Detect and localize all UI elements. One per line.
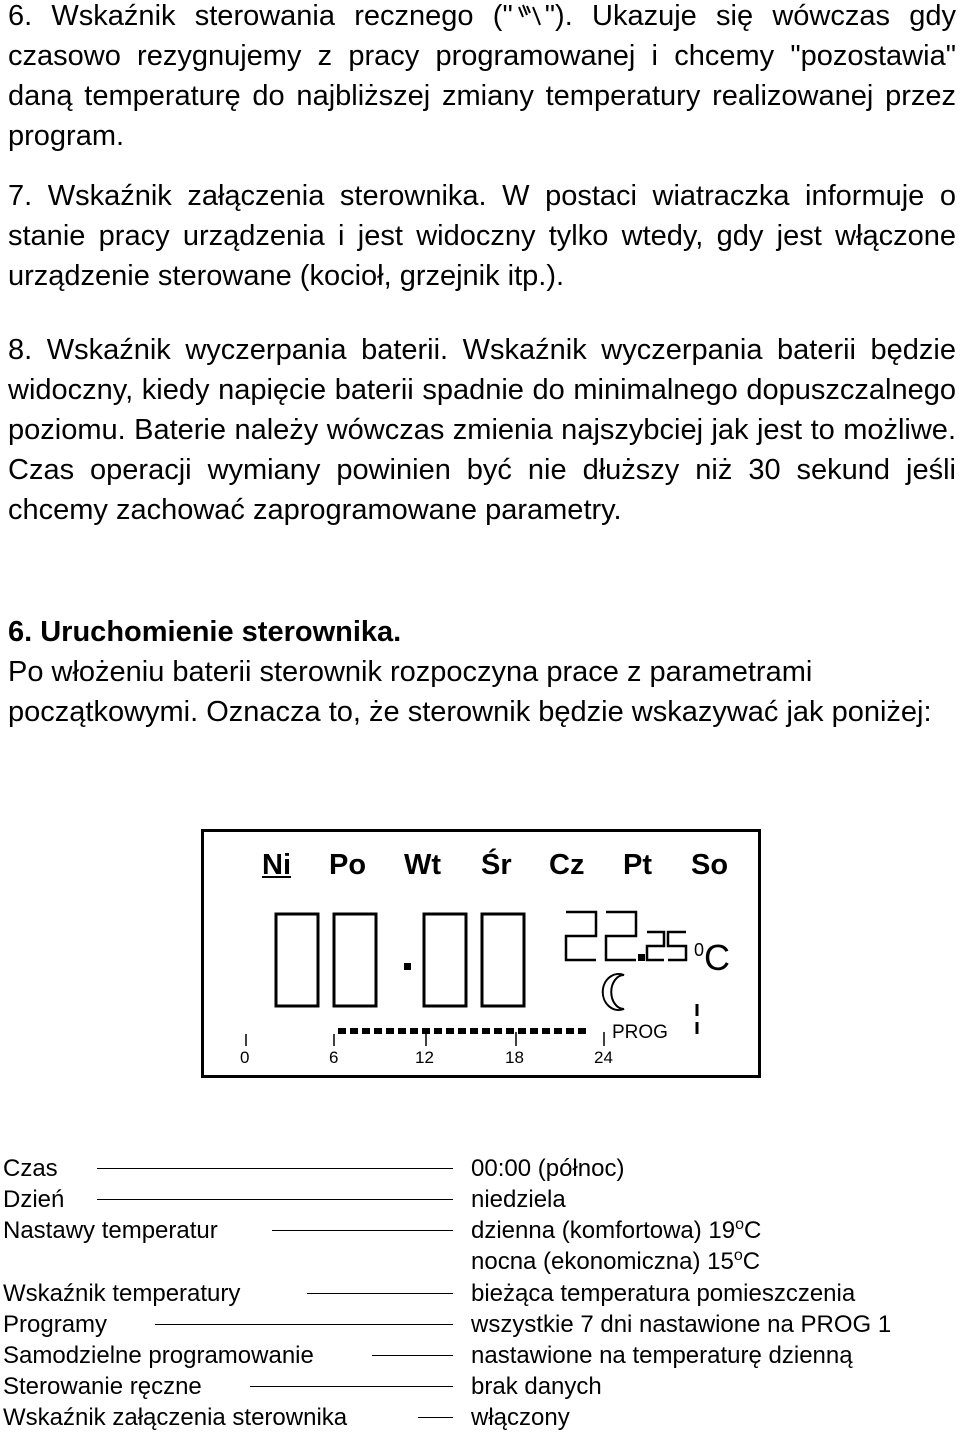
temperature-digits (566, 912, 686, 960)
legend-row (0, 1153, 960, 1184)
time-digits (276, 914, 524, 1006)
day-sr: Śr (481, 849, 512, 881)
legend-key: Dzień (3, 1186, 65, 1213)
tick-0: 0 (240, 1048, 250, 1067)
legend-leader-line (97, 1168, 453, 1169)
legend-row (0, 1309, 960, 1340)
legend-value: wszystkie 7 dni nastawione na PROG 1 (471, 1311, 892, 1338)
tick-24: 24 (594, 1048, 613, 1067)
legend-leader-line (372, 1355, 453, 1356)
lcd-segments (204, 832, 758, 1075)
legend-row (0, 1278, 960, 1309)
temperature-decimal-dot (638, 954, 645, 961)
legend-row (0, 1215, 960, 1246)
tick-12: 12 (415, 1048, 434, 1067)
legend-value-text: nocna (ekonomiczna) 15 (471, 1248, 734, 1275)
legend-key: Wskaźnik załączenia sterownika (3, 1404, 348, 1431)
legend-leader-line (97, 1199, 453, 1200)
tick-18: 18 (505, 1048, 524, 1067)
legend-leader-line (155, 1324, 453, 1325)
legend-leader-line (272, 1230, 453, 1231)
legend-value: włączony (471, 1404, 570, 1431)
legend-leader-line (250, 1386, 453, 1387)
day-cz: Cz (549, 849, 585, 881)
legend-value: niedziela (471, 1186, 566, 1213)
legend-key: Samodzielne programowanie (3, 1342, 314, 1369)
degree-sign: o (733, 1247, 743, 1264)
day-pt: Pt (623, 849, 652, 881)
legend-key: Sterowanie ręczne (3, 1373, 202, 1400)
legend-leader-line (418, 1417, 453, 1418)
unit-c: C (744, 1217, 762, 1244)
degree-sign: o (735, 1216, 745, 1233)
legend-key: Czas (3, 1155, 58, 1182)
unit-c: C (742, 1248, 761, 1275)
item-6-paragraph (8, 0, 956, 156)
legend-value-text: dzienna (komfortowa) 19 (471, 1217, 736, 1244)
hand-icon (513, 3, 545, 29)
legend-value (471, 1215, 761, 1246)
temperature-unit (694, 930, 730, 978)
lcd-display (201, 829, 761, 1078)
legend-key: Nastawy temperatur (3, 1217, 218, 1244)
item-7-paragraph: 7. Wskaźnik załączenia sterownika. W postaci wiatraczka informuje o stanie pracy urządzenia i jest widoczny tylko wtedy, gdy jest włączone urządzenie sterowane (kocioł, grzejnik itp.). (8, 180, 956, 292)
legend-key: Wskaźnik temperatury (3, 1280, 241, 1307)
legend-row (0, 1340, 960, 1371)
legend-key: Programy (3, 1311, 108, 1338)
prog-label: PROG (612, 1022, 668, 1043)
section-6-body: Po włożeniu baterii sterownik rozpoczyna prace z parametrami początkowymi. Oznacza to, że sterownik będzie wskazywać jak poniżej: (8, 656, 932, 728)
unit-c: C (704, 937, 731, 978)
item-6-text-after: "). Ukazuje się wówczas gdy czasowo rezygnujemy z pracy programowanej i chcemy "pozostawia" daną temperaturę do najbliższej zmiany temperatury realizowanej przez program. (8, 0, 956, 152)
section-6-title: 6. Uruchomienie sterownika. (8, 616, 402, 648)
legend-row (0, 1371, 960, 1402)
time-colon-dot (404, 963, 411, 970)
item-6-text-before: 6. Wskaźnik sterowania recznego (" (8, 0, 513, 32)
legend-value (471, 1246, 760, 1277)
legend-row (0, 1184, 960, 1215)
day-wt: Wt (404, 849, 442, 881)
legend-value: bieżąca temperatura pomieszczenia (471, 1280, 856, 1307)
legend-value: 00:00 (północ) (471, 1155, 625, 1182)
legend-row (0, 1246, 960, 1277)
day-po: Po (329, 849, 367, 881)
legend-leader-line (307, 1293, 453, 1294)
time-axis (246, 1032, 604, 1046)
tick-6: 6 (329, 1048, 339, 1067)
legend-value: brak danych (471, 1373, 602, 1400)
legend-value: nastawione na temperaturę dzienną (471, 1342, 853, 1369)
moon-icon (603, 974, 624, 1010)
day-ni: Ni (262, 849, 291, 881)
degree-sign: 0 (694, 940, 705, 960)
item-8-paragraph: 8. Wskaźnik wyczerpania baterii. Wskaźnik wyczerpania baterii będzie widoczny, kiedy napięcie baterii spadnie do minimalnego dopuszczalnego poziomu. Baterie należy wówczas zmienia najszybciej jak jest to możliwe. Czas operacji wymiany powinien być nie dłuższy niż 30 sekund jeśli chcemy zachować zaprogramowane parametry. (8, 334, 956, 526)
day-so: So (691, 849, 729, 881)
legend-row (0, 1402, 960, 1433)
